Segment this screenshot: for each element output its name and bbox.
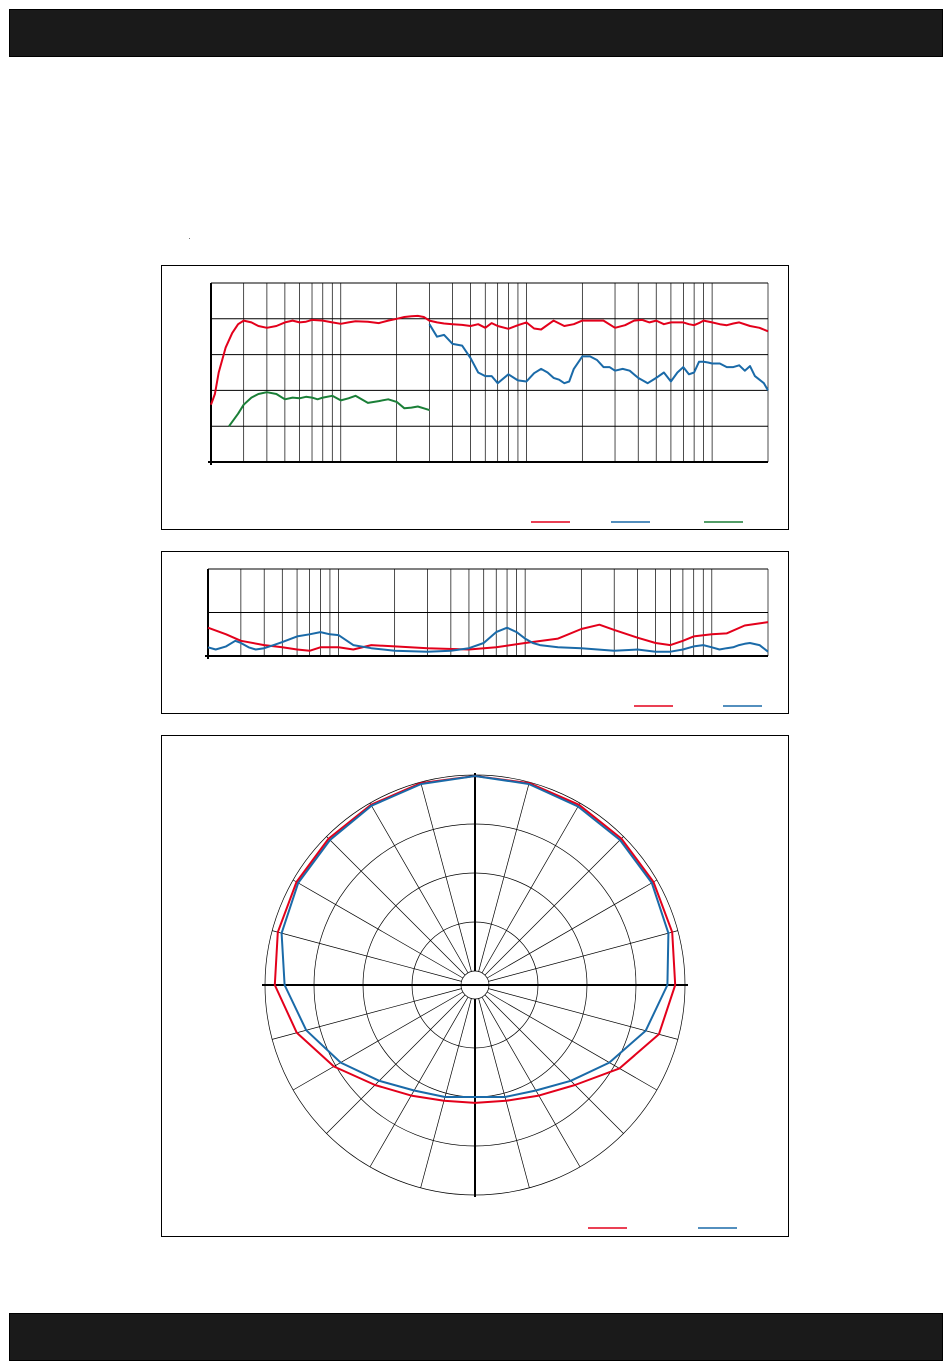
- series-line-1: [211, 316, 768, 405]
- polar-spoke: [485, 995, 624, 1134]
- impedance-panel: [161, 551, 789, 714]
- frequency-response-panel: [161, 265, 789, 530]
- footer-bar: [9, 1313, 943, 1361]
- polar-spoke: [327, 995, 466, 1134]
- polar-pattern-panel: [161, 735, 789, 1237]
- polar-spoke: [293, 880, 463, 978]
- polar-spoke: [487, 992, 657, 1090]
- stray-mark: [189, 238, 190, 239]
- frequency-response-chart: [162, 266, 788, 529]
- series-line-3: [229, 392, 429, 426]
- series-line-1: [208, 622, 768, 651]
- series-line-2: [429, 324, 768, 390]
- header-bar: [9, 9, 943, 57]
- polar-pattern-chart: [162, 736, 788, 1236]
- impedance-chart: [162, 552, 788, 713]
- polar-spoke: [370, 803, 468, 973]
- polar-spoke: [485, 837, 624, 976]
- polar-spoke: [482, 803, 580, 973]
- polar-spoke: [327, 837, 466, 976]
- polar-spoke: [487, 880, 657, 978]
